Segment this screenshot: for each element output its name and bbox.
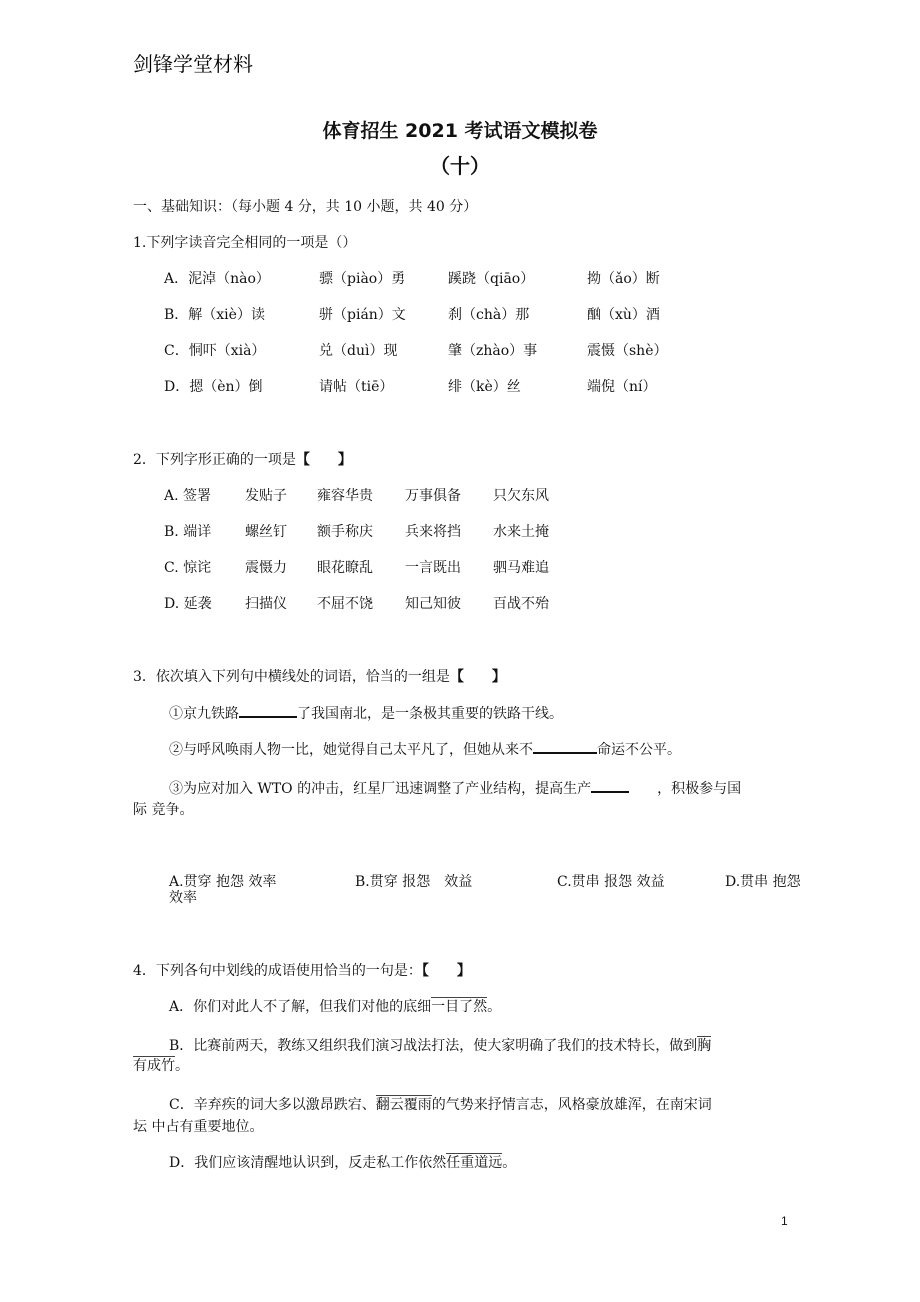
- question-4-option-c: [169, 1094, 712, 1114]
- sentence-text: C．辛弃疾的词大多以激昂跌宕、: [169, 1097, 376, 1113]
- option-a: A.贯穿 抱怨 效率: [169, 874, 277, 890]
- option-cell: 兑（duì）现: [319, 343, 398, 359]
- answer-bracket: 【 】: [449, 669, 506, 685]
- question-4-option-a: [169, 996, 501, 1016]
- option-cell: B. 端详: [164, 524, 212, 540]
- option-cell: 绯（kè）丝: [448, 379, 521, 395]
- option-cell: 请帖（tiē）: [319, 379, 394, 395]
- option-cell: 蹊跷（qiāo）: [448, 271, 535, 287]
- option-cell: 震慑（shè）: [587, 343, 668, 359]
- option-cell: 雍容华贵: [317, 488, 373, 504]
- question-4-option-d: [169, 1152, 516, 1172]
- option-cell: 水来土掩: [493, 524, 549, 540]
- option-cell: 百战不殆: [493, 596, 549, 612]
- option-cell: 刹（chà）那: [448, 307, 530, 323]
- option-b: B.贯穿 报怨 效益: [355, 874, 473, 890]
- option-cell: 螺丝钉: [245, 524, 287, 540]
- answer-bracket: 【 】: [295, 452, 352, 468]
- sentence-text: 命运不公平。: [597, 742, 681, 758]
- page-number: 1: [781, 1214, 788, 1228]
- option-cell: 兵来将挡: [405, 524, 461, 540]
- marked-idiom: 有成竹: [133, 1058, 175, 1074]
- page-title: 体育招生 2021 考试语文模拟卷: [322, 120, 598, 142]
- question-3-sentence-2: [169, 738, 681, 759]
- option-cell: A．泥淖（nào）: [164, 271, 270, 287]
- question-1-option-d: [0, 376, 920, 396]
- question-1-stem: 1.下列字读音完全相同的一项是（）: [133, 235, 357, 251]
- sentence-text: 。: [502, 1155, 517, 1171]
- question-1-option-c: [0, 340, 920, 360]
- marked-idiom: 任重道远: [446, 1155, 503, 1171]
- sentence-text: 。: [175, 1058, 189, 1074]
- option-cell: D．摁（èn）倒: [164, 379, 263, 395]
- option-cell: 酗（xù）酒: [587, 307, 660, 323]
- option-cell: 知己知彼: [405, 596, 461, 612]
- question-4-stem: [133, 960, 471, 980]
- option-cell: C. 惊诧: [164, 560, 212, 576]
- fill-blank: [591, 777, 629, 793]
- option-cell: 万事俱备: [405, 488, 461, 504]
- question-2-option-b: [0, 521, 920, 541]
- question-2-stem: [133, 449, 352, 469]
- question-4-option-c-wrap: 坛 中占有重要地位。: [133, 1119, 264, 1135]
- question-3-sentence-3-wrap: 际 竞争。: [133, 802, 194, 818]
- option-cell: 震慑力: [245, 560, 287, 576]
- sentence-text: ②与呼风唤雨人物一比，她觉得自己太平凡了，但她从来不: [169, 742, 533, 758]
- question-2-option-a: [0, 485, 920, 505]
- question-3-options: [0, 871, 920, 891]
- sentence-text: D．我们应该清醒地认识到，反走私工作依然: [169, 1155, 447, 1171]
- question-3-sentence-3: [169, 777, 741, 798]
- option-cell: 扫描仪: [245, 596, 287, 612]
- option-cell: 骈（pián）文: [319, 307, 406, 323]
- option-cell: 肇（zhào）事: [448, 343, 538, 359]
- question-1-option-a: [0, 268, 920, 288]
- option-cell: 不屈不饶: [317, 596, 373, 612]
- question-4-option-b: [169, 1035, 711, 1055]
- sentence-text: A．你们对此人不了解，但我们对他的底细: [169, 999, 432, 1015]
- option-cell: 端倪（ní）: [587, 379, 657, 395]
- option-c: C.贯串 报怨 效益: [557, 874, 665, 890]
- option-d: D.贯串 抱怨: [725, 874, 801, 890]
- option-cell: C．恫吓（xià）: [164, 343, 266, 359]
- question-3-stem: [133, 666, 506, 686]
- option-cell: 发贴子: [245, 488, 287, 504]
- option-cell: B．解（xiè）读: [164, 307, 265, 323]
- option-d-wrap: 效率: [169, 890, 197, 906]
- option-cell: 骠（piào）勇: [319, 271, 406, 287]
- question-1-option-b: [0, 304, 920, 324]
- question-2-text: 2．下列字形正确的一项是: [133, 452, 296, 468]
- option-cell: 拗（ǎo）断: [587, 271, 660, 287]
- marked-idiom: 胸: [697, 1038, 712, 1054]
- option-cell: 一言既出: [405, 560, 461, 576]
- page-subtitle: （十）: [430, 154, 490, 178]
- sentence-text: B．比赛前两天，教练又组织我们演习战法打法，使大家明确了我们的技术特长，做到: [169, 1038, 698, 1054]
- sentence-text: 了我国南北，是一条极其重要的铁路干线。: [297, 706, 563, 722]
- marked-idiom: 一目了然: [431, 999, 488, 1015]
- sentence-text: ，积极参与国: [657, 781, 742, 797]
- document-header: 剑锋学堂材料: [133, 52, 253, 76]
- question-4-option-b-wrap: [133, 1055, 189, 1075]
- fill-blank: [533, 738, 597, 754]
- marked-idiom: 翻云覆雨: [375, 1097, 432, 1113]
- option-cell: A. 签署: [164, 488, 212, 504]
- option-cell: 额手称庆: [317, 524, 373, 540]
- question-2-option-c: [0, 557, 920, 577]
- question-3-text: 3．依次填入下列句中横线处的词语，恰当的一组是: [133, 669, 450, 685]
- fill-blank: [239, 702, 297, 718]
- sentence-text: 。: [487, 999, 502, 1015]
- sentence-text: 的气势来抒情言志，风格豪放雄浑，在南宋词: [431, 1097, 712, 1113]
- question-2-option-d: [0, 593, 920, 613]
- option-cell: 眼花瞭乱: [317, 560, 373, 576]
- option-cell: 只欠东风: [493, 488, 549, 504]
- section-heading: 一、基础知识：（每小题 4 分，共 10 小题，共 40 分）: [133, 199, 478, 215]
- sentence-text: ①京九铁路: [169, 706, 239, 722]
- answer-bracket: 【 】: [421, 963, 471, 979]
- option-cell: 驷马难追: [493, 560, 549, 576]
- question-3-sentence-1: [169, 702, 563, 723]
- sentence-text: ③为应对加入 WTO 的冲击，红星厂迅速调整了产业结构，提高生产: [169, 781, 592, 797]
- option-cell: D. 延袭: [164, 596, 212, 612]
- question-4-text: 4．下列各句中划线的成语使用恰当的一句是：: [133, 963, 422, 979]
